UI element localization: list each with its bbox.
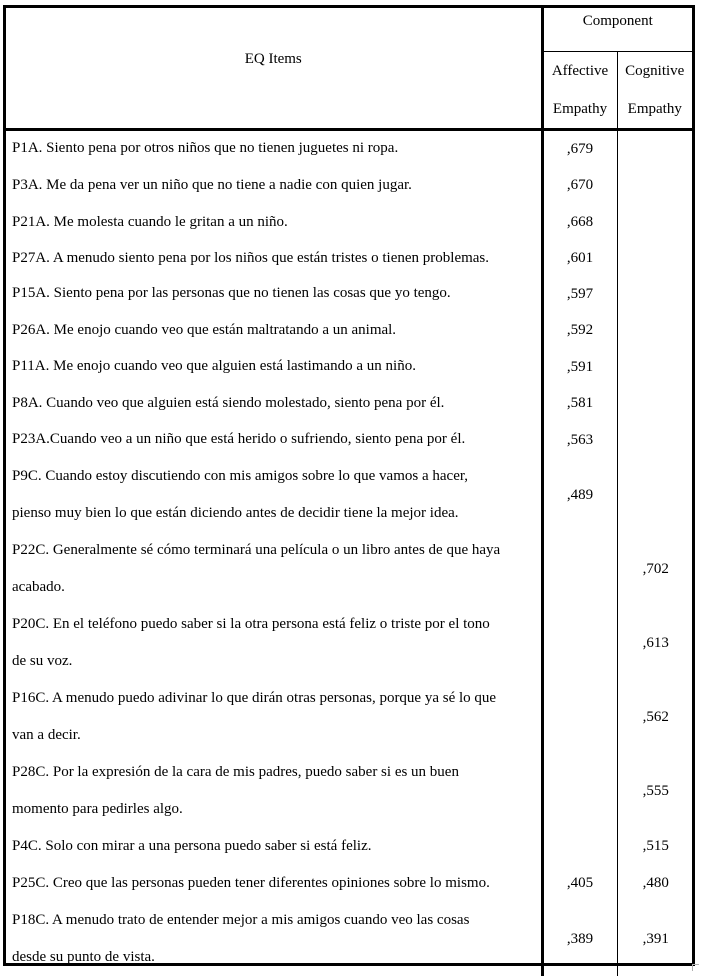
loadings-table-frame xyxy=(3,5,695,966)
cognitive-loading-value: ,391 xyxy=(642,930,669,947)
table-row xyxy=(6,828,692,865)
eq-item-text xyxy=(6,865,542,902)
cognitive-header-line1: Cognitive xyxy=(625,63,685,79)
affective-header-line1: Affective xyxy=(551,63,609,79)
cognitive-loading-cell xyxy=(617,680,692,754)
cognitive-loading-cell xyxy=(617,422,692,458)
cognitive-loading-cell xyxy=(617,276,692,312)
item-text-line: desde su punto de vista. xyxy=(12,948,155,965)
table-row xyxy=(6,754,692,828)
table-row xyxy=(6,167,692,204)
item-text-line: P28C. Por la expresión de la cara de mis padres, puedo saber si es un buen xyxy=(12,763,459,780)
eq-item-text xyxy=(6,902,542,976)
cognitive-loading-cell xyxy=(617,204,692,241)
table-row xyxy=(6,458,692,532)
cognitive-loading-value: ,613 xyxy=(642,634,669,651)
item-text-line: acabado. xyxy=(12,578,65,595)
cognitive-loading-value: ,515 xyxy=(642,838,669,854)
affective-loading-cell xyxy=(542,241,617,276)
eq-item-text xyxy=(6,606,542,680)
affective-loading-cell xyxy=(542,458,617,532)
eq-item-text xyxy=(6,167,542,204)
cognitive-loading-cell xyxy=(617,167,692,204)
eq-items-header: EQ Items xyxy=(6,8,542,130)
affective-loading-cell xyxy=(542,680,617,754)
cognitive-loading-cell xyxy=(617,241,692,276)
cognitive-loading-cell xyxy=(617,828,692,865)
affective-loading-cell xyxy=(542,312,617,349)
cognitive-loading-value: ,555 xyxy=(642,782,669,799)
affective-loading-value: ,592 xyxy=(566,322,594,338)
cognitive-header-line2: Empathy xyxy=(627,101,682,117)
affective-loading-value: ,601 xyxy=(566,250,594,266)
eq-item-text xyxy=(6,312,542,349)
item-text-line: momento para pedirles algo. xyxy=(12,800,183,817)
eq-item-text xyxy=(6,349,542,385)
eq-item-text xyxy=(6,680,542,754)
cognitive-empathy-header xyxy=(617,52,692,130)
affective-loading-value: ,405 xyxy=(566,875,594,891)
affective-loading-value: ,668 xyxy=(566,214,594,230)
eq-item-text xyxy=(6,754,542,828)
affective-loading-cell xyxy=(542,828,617,865)
eq-item-text xyxy=(6,130,542,167)
affective-loading-value: ,597 xyxy=(566,285,594,302)
item-text-line: P8A. Cuando veo que alguien está siendo molestado, siento pena por él. xyxy=(12,394,445,411)
table-body xyxy=(6,130,692,976)
affective-loading-cell xyxy=(542,349,617,385)
cognitive-loading-cell xyxy=(617,458,692,532)
table-row xyxy=(6,606,692,680)
cognitive-loading-cell xyxy=(617,312,692,349)
affective-loading-cell xyxy=(542,385,617,422)
cognitive-loading-cell xyxy=(617,865,692,902)
table-row xyxy=(6,312,692,349)
affective-loading-cell xyxy=(542,902,617,976)
item-text-line: van a decir. xyxy=(12,726,81,743)
item-text-line: P16C. A menudo puedo adivinar lo que dirán otras personas, porque ya sé lo que xyxy=(12,689,497,706)
table-row xyxy=(6,276,692,312)
affective-loading-value: ,389 xyxy=(566,930,594,947)
eq-item-text xyxy=(6,276,542,312)
cognitive-loading-cell xyxy=(617,902,692,976)
item-text-line: P20C. En el teléfono puedo saber si la otra persona está feliz o triste por el tono xyxy=(12,615,490,632)
table-row xyxy=(6,385,692,422)
item-text-line: P23A.Cuando veo a un niño que está herido o sufriendo, siento pena por él. xyxy=(12,431,466,447)
item-text-line: P26A. Me enojo cuando veo que están maltratando a un animal. xyxy=(12,321,397,338)
item-text-line: P3A. Me da pena ver un niño que no tiene a nadie con quien jugar. xyxy=(12,176,412,193)
item-text-line: P22C. Generalmente sé cómo terminará una película o un libro antes de que haya xyxy=(12,541,501,558)
affective-loading-value: ,679 xyxy=(566,140,594,157)
affective-loading-cell xyxy=(542,167,617,204)
item-text-line: P4C. Solo con mirar a una persona puedo saber si está feliz. xyxy=(12,837,372,854)
item-text-line: de su voz. xyxy=(12,652,73,669)
cognitive-loading-cell xyxy=(617,606,692,680)
corner-artifact xyxy=(692,964,699,971)
table-row xyxy=(6,422,692,458)
eq-item-text xyxy=(6,204,542,241)
affective-header-line2: Empathy xyxy=(552,101,608,117)
cognitive-loading-value: ,702 xyxy=(642,560,669,577)
affective-loading-cell xyxy=(542,204,617,241)
table-row xyxy=(6,680,692,754)
table-row xyxy=(6,204,692,241)
eq-item-text xyxy=(6,828,542,865)
item-text-line: P1A. Siento pena por otros niños que no tienen juguetes ni ropa. xyxy=(12,140,399,157)
affective-loading-cell xyxy=(542,865,617,902)
affective-empathy-header xyxy=(542,52,617,130)
item-text-line: P9C. Cuando estoy discutiendo con mis amigos sobre lo que vamos a hacer, xyxy=(12,467,468,484)
cognitive-loading-cell xyxy=(617,532,692,606)
item-text-line: P11A. Me enojo cuando veo que alguien está lastimando a un niño. xyxy=(12,358,416,374)
eq-item-text xyxy=(6,458,542,532)
table-row xyxy=(6,241,692,276)
affective-loading-cell xyxy=(542,606,617,680)
component-loadings-table xyxy=(6,8,692,976)
cognitive-loading-cell xyxy=(617,349,692,385)
table-row xyxy=(6,865,692,902)
affective-loading-value: ,591 xyxy=(566,358,594,375)
cognitive-loading-cell xyxy=(617,130,692,167)
item-text-line: P25C. Creo que las personas pueden tener diferentes opiniones sobre lo mismo. xyxy=(12,874,490,891)
item-text-line: P18C. A menudo trato de entender mejor a mis amigos cuando veo las cosas xyxy=(12,911,470,928)
affective-loading-value: ,670 xyxy=(566,177,594,193)
item-text-line: P15A. Siento pena por las personas que no tienen las cosas que yo tengo. xyxy=(12,285,451,301)
affective-loading-cell xyxy=(542,422,617,458)
eq-item-text xyxy=(6,241,542,276)
table-row xyxy=(6,532,692,606)
affective-loading-value: ,563 xyxy=(566,431,594,448)
cognitive-loading-cell xyxy=(617,754,692,828)
affective-loading-cell xyxy=(542,276,617,312)
table-row xyxy=(6,130,692,167)
affective-loading-value: ,489 xyxy=(566,486,594,503)
affective-loading-value: ,581 xyxy=(566,395,594,411)
cognitive-loading-cell xyxy=(617,385,692,422)
eq-item-text xyxy=(6,422,542,458)
table-row xyxy=(6,902,692,976)
item-text-line: P21A. Me molesta cuando le gritan a un niño. xyxy=(12,213,288,230)
eq-item-text xyxy=(6,532,542,606)
item-text-line: pienso muy bien lo que están diciendo antes de decidir tiene la mejor idea. xyxy=(12,504,459,521)
affective-loading-cell xyxy=(542,754,617,828)
table-row xyxy=(6,349,692,385)
item-text-line: P27A. A menudo siento pena por los niños que están tristes o tienen problemas. xyxy=(12,249,490,266)
eq-item-text xyxy=(6,385,542,422)
cognitive-loading-value: ,480 xyxy=(642,875,669,891)
affective-loading-cell xyxy=(542,130,617,167)
component-header: Component xyxy=(542,8,692,52)
affective-loading-cell xyxy=(542,532,617,606)
cognitive-loading-value: ,562 xyxy=(642,708,669,725)
